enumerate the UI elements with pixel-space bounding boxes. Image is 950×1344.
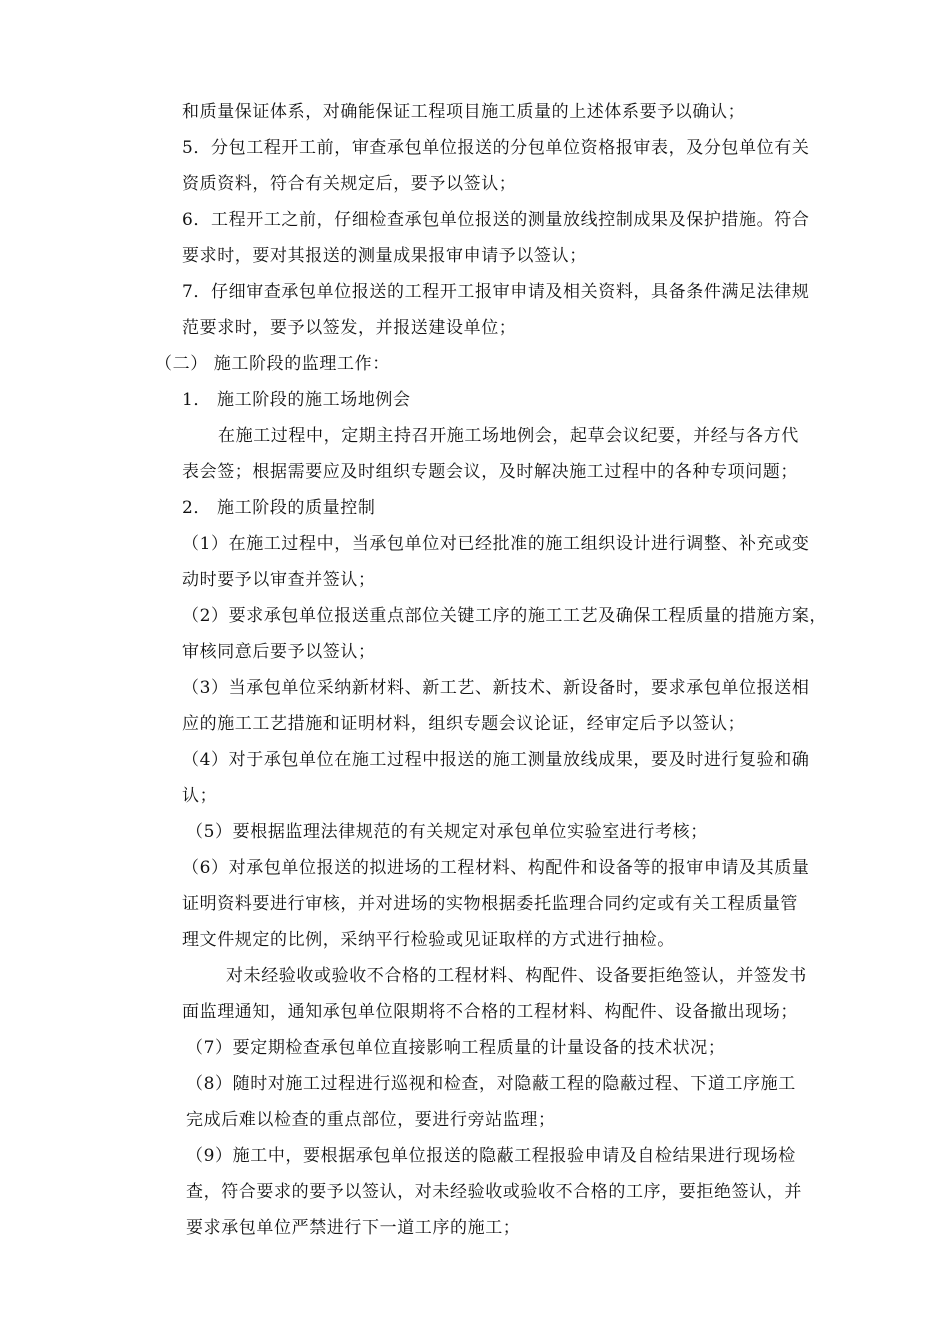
text-line-15: （2）要求承包单位报送重点部位关键工序的施工工艺及确保工程质量的措施方案， [182, 606, 828, 626]
text-line-21: （5）要根据监理法律规范的有关规定对承包单位实验室进行考核； [186, 822, 708, 842]
text-line-13: （1）在施工过程中，当承包单位对已经批准的施工组织设计进行调整、补充或变 [182, 534, 810, 554]
text-line-29: 完成后难以检查的重点部位，要进行旁站监理； [186, 1110, 556, 1130]
text-line-25: 对未经验收或验收不合格的工程材料、构配件、设备要拒绝签认，并签发书 [226, 966, 807, 986]
text-line-11: 表会签；根据需要应及时组织专题会议，及时解决施工过程中的各种专项问题； [182, 462, 798, 482]
section-heading: （二） 施工阶段的监理工作： [155, 354, 390, 374]
text-line-5: 要求时，要对其报送的测量成果报审申请予以签认； [182, 246, 587, 266]
text-line-26: 面监理通知，通知承包单位限期将不合格的工程材料、构配件、设备撤出现场； [182, 1002, 798, 1022]
text-line-32: 要求承包单位严禁进行下一道工序的施工； [186, 1218, 521, 1238]
text-line-7: 范要求时，要予以签发，并报送建设单位； [182, 318, 517, 338]
text-line-19: （4）对于承包单位在施工过程中报送的施工测量放线成果，要及时进行复验和确 [182, 750, 810, 770]
text-line-4: 6．工程开工之前，仔细检查承包单位报送的测量放线控制成果及保护措施。符合 [182, 210, 810, 230]
text-line-14: 动时要予以审查并签认； [182, 570, 376, 590]
text-line-31: 查，符合要求的要予以签认，对未经验收或验收不合格的工序，要拒绝签认，并 [186, 1182, 802, 1202]
text-line-1: 和质量保证体系，对确能保证工程项目施工质量的上述体系要予以确认； [182, 102, 746, 122]
text-line-18: 应的施工工艺措施和证明材料，组织专题会议论证，经审定后予以签认； [182, 714, 746, 734]
text-line-16: 审核同意后要予以签认； [182, 642, 376, 662]
text-line-17: （3）当承包单位采纳新材料、新工艺、新技术、新设备时，要求承包单位报送相 [182, 678, 810, 698]
text-line-2: 5．分包工程开工前，审查承包单位报送的分包单位资格报审表，及分包单位有关 [182, 138, 810, 158]
text-line-20: 认； [182, 786, 218, 806]
text-line-28: （8）随时对施工过程进行巡视和检查，对隐蔽工程的隐蔽过程、下道工序施工 [186, 1074, 796, 1094]
subsection-heading-2: 2． 施工阶段的质量控制 [182, 498, 376, 518]
text-line-24: 理文件规定的比例，采纳平行检验或见证取样的方式进行抽检。 [182, 930, 675, 950]
subsection-heading-1: 1． 施工阶段的施工场地例会 [182, 390, 411, 410]
text-line-30: （9）施工中，要根据承包单位报送的隐蔽工程报验申请及自检结果进行现场检 [186, 1146, 796, 1166]
text-line-22: （6）对承包单位报送的拟进场的工程材料、构配件和设备等的报审申请及其质量 [182, 858, 810, 878]
text-line-10: 在施工过程中，定期主持召开施工场地例会，起草会议纪要，并经与各方代 [218, 426, 799, 446]
text-line-6: 7．仔细审查承包单位报送的工程开工报审申请及相关资料，具备条件满足法律规 [182, 282, 810, 302]
text-line-3: 资质资料，符合有关规定后，要予以签认； [182, 174, 517, 194]
text-line-23: 证明资料要进行审核，并对进场的实物根据委托监理合同约定或有关工程质量管 [182, 894, 798, 914]
text-line-27: （7）要定期检查承包单位直接影响工程质量的计量设备的技术状况； [186, 1038, 726, 1058]
